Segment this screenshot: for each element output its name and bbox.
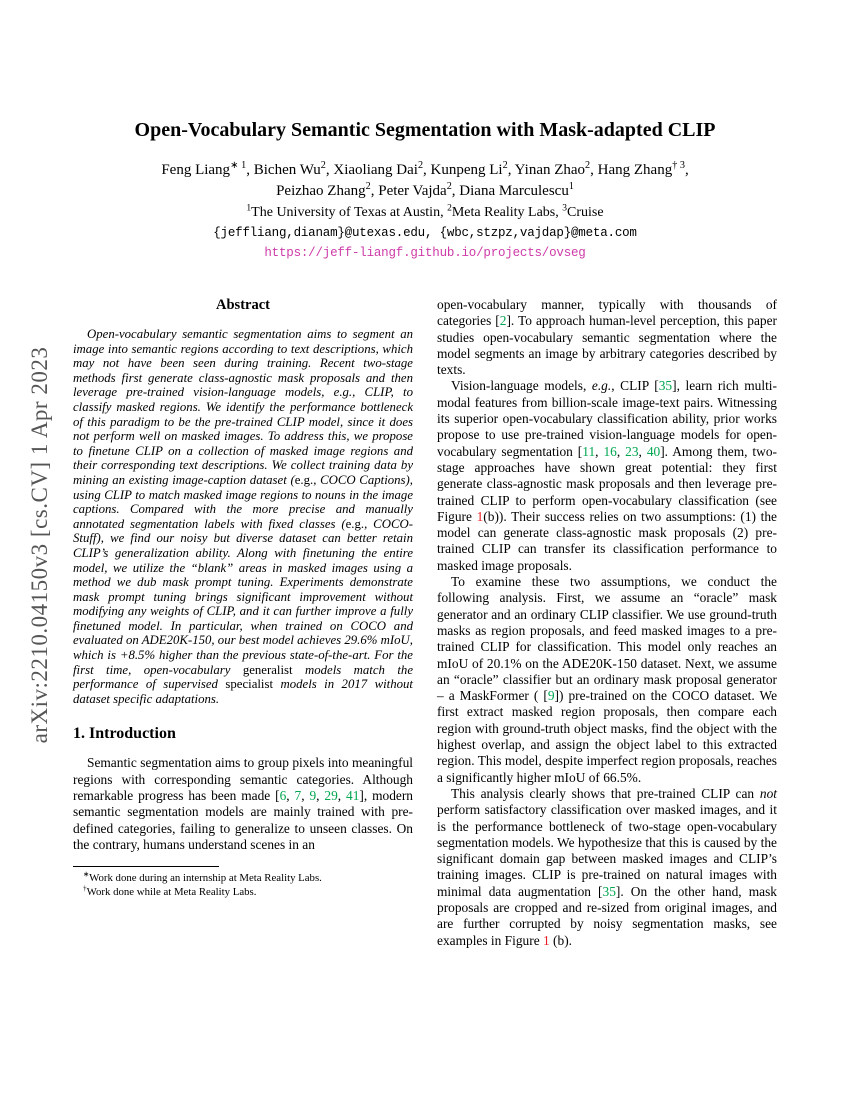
project-url-link[interactable]: https://jeff-liangf.github.io/projects/ovseg bbox=[264, 246, 586, 260]
intro-paragraph-1 bbox=[73, 755, 413, 853]
text-segment: , bbox=[595, 443, 604, 459]
text-segment: 2 bbox=[320, 160, 326, 171]
right-paragraph-1 bbox=[437, 297, 777, 378]
text-segment: This analysis clearly shows that pre-trained CLIP can bbox=[451, 785, 760, 801]
citation-link[interactable]: 9 bbox=[309, 788, 317, 804]
abstract-body bbox=[73, 327, 413, 706]
text-segment: specialist bbox=[225, 677, 274, 692]
text-segment: e.g. bbox=[345, 516, 365, 531]
text-segment: , bbox=[684, 162, 689, 178]
text-segment: Meta Reality Labs, bbox=[451, 205, 563, 220]
citation-link[interactable]: 35 bbox=[658, 378, 673, 394]
citation-link[interactable]: 9 bbox=[547, 688, 555, 704]
text-segment: , bbox=[286, 788, 295, 804]
text-segment: , bbox=[337, 788, 347, 804]
text-segment: , Hang Zhang bbox=[590, 162, 673, 178]
right-paragraph-3 bbox=[437, 574, 777, 786]
text-segment: Feng Liang bbox=[161, 162, 231, 178]
text-segment: 1 bbox=[246, 203, 252, 214]
text-segment: 2 bbox=[365, 181, 371, 192]
citation-link[interactable]: 40 bbox=[646, 443, 661, 459]
text-segment: , bbox=[616, 443, 626, 459]
text-segment: ]. On the other hand, mask proposals are cropped and re-sized from original images, and are further corrupted by noisy segmentation masks, see examples in Figure bbox=[437, 883, 777, 948]
abstract-heading: Abstract bbox=[216, 297, 270, 313]
citation-link[interactable]: 23 bbox=[625, 443, 639, 459]
footnote-rule bbox=[73, 866, 219, 867]
text-segment: (b). bbox=[549, 932, 573, 948]
text-segment: , Xiaoliang Dai bbox=[325, 162, 418, 178]
text-segment: Open-vocabulary semantic segmentation aims to segment an image into semantic regions according to text descriptions, which may not have been seen during training. Recent two-stage methods first generate class-agnostic mask proposals and then leverage pre-trained vision-language models, e.g., CLIP, to classify masked regions. We identify the performance bottleneck of this paradigm to be the pre-trained CLIP model, since it does not perform well on masked images. To address this, we propose to finetune CLIP on a collection of masked image regions and their corresponding text descriptions. We collect training data by mining an existing image-caption dataset ( bbox=[73, 327, 413, 487]
text-segment: , COCO Captions), using CLIP to match masked image regions to nouns in the image captions. Compared with the more precise and manually annotated segmentation labels with fixed classes ( bbox=[73, 472, 413, 531]
two-column-layout bbox=[73, 297, 777, 949]
right-paragraph-4 bbox=[437, 786, 777, 949]
text-segment: Peizhao Zhang bbox=[276, 183, 366, 199]
text-segment: To examine these two assumptions, we conduct the following analysis. First, we assume an “oracle” mask generator and an ordinary CLIP classifier. We use ground-truth masks as region proposals, and feed masked images to a pre-trained CLIP for classification. This model only reaches an mIoU of 20.1% on the ADE20K-150 dataset. Next, we assume an “oracle” classifier but an ordinary mask proposal generator – a MaskFormer ( [ bbox=[437, 574, 777, 704]
figure-ref-link[interactable]: 1 bbox=[476, 508, 484, 524]
text-segment: generalist bbox=[242, 662, 293, 677]
citation-link[interactable]: 6 bbox=[279, 788, 287, 804]
text-segment: † 3 bbox=[672, 160, 685, 171]
text-segment: models in 2017 without dataset specific adaptations. bbox=[73, 677, 413, 706]
text-segment: open-vocabulary manner, typically with thousands of categories [ bbox=[437, 297, 777, 329]
text-segment: , Diana Marculescu bbox=[451, 183, 569, 199]
citation-link[interactable]: 41 bbox=[346, 788, 360, 804]
text-segment: Cruise bbox=[567, 205, 604, 220]
citation-link[interactable]: 7 bbox=[294, 788, 302, 804]
text-segment: 2 bbox=[585, 160, 591, 171]
text-segment: ]. To approach human-level perception, this paper studies open-vocabulary semantic segmentation where the model segments an image by arbitrary categories described by texts. bbox=[437, 313, 777, 378]
authors-line-1 bbox=[73, 160, 777, 181]
citation-link[interactable]: 2 bbox=[499, 313, 507, 329]
text-segment: e.g. bbox=[294, 472, 314, 487]
footnote-internship bbox=[73, 869, 413, 886]
text-segment: , Bichen Wu bbox=[246, 162, 321, 178]
left-column bbox=[73, 297, 413, 899]
text-segment: , CLIP [ bbox=[611, 378, 659, 394]
citation-link[interactable]: 29 bbox=[324, 788, 338, 804]
text-segment: 2 bbox=[502, 160, 508, 171]
arxiv-watermark: arXiv:2210.04150v3 [cs.CV] 1 Apr 2023 bbox=[27, 346, 52, 744]
text-segment: , COCO-Stuff), we find our noisy but diverse dataset can better retain CLIP’s generalization ability. Along with finetuning the entire model, we utilize the “blank” areas in masked images using a method we dub mask prompt tuning. Experiments demonstrate mask prompt tuning brings significant improvement without modifying any weights of CLIP, and it can further improve a fully finetuned model. In particular, when trained on COCO and evaluated on ADE20K-150, our best model achieves 29.6% mIoU, which is +8.5% higher than the previous state-of-the-art. For the first time, open-vocabulary bbox=[73, 516, 413, 677]
text-segment: Semantic segmentation aims to group pixels into meaningful regions with corresponding semantic categories. Although remarkable progress has been made [ bbox=[73, 755, 413, 804]
text-segment: ]) pre-trained on the COCO dataset. We first extract masked region proposals, then compare each region with ground-truth object masks, find the object with the highest overlap, and assign the object label to this extracted region. This model, despite imperfect region proposals, reaches a significantly higher mIoU of 66.5%. bbox=[437, 688, 778, 785]
text-segment: ]. Among them, two-stage approaches have shown great potential: they first generate class-agnostic mask proposals and then leverage pre-trained CLIP to perform open-vocabulary classification (see Figure bbox=[437, 443, 777, 524]
text-segment: perform satisfactory classification over masked images, and it is the performance bottleneck of two-stage open-vocabulary segmentation models. We hypothesize that this is caused by the significant domain gap between masked images and CLIP’s training images. CLIP is pre-trained on natural images with minimal data augmentation [ bbox=[437, 802, 777, 899]
text-segment: , bbox=[638, 443, 647, 459]
text-segment: , Yinan Zhao bbox=[507, 162, 586, 178]
citation-link[interactable]: 35 bbox=[602, 883, 616, 899]
footnote-while-at bbox=[73, 883, 413, 900]
text-segment: , bbox=[316, 788, 325, 804]
text-segment: 2 bbox=[447, 203, 452, 214]
section-heading-introduction: 1. Introduction bbox=[73, 725, 176, 743]
text-segment: models match the performance of supervised bbox=[73, 662, 413, 692]
text-segment: The University of Texas at Austin, bbox=[251, 205, 448, 220]
citation-link[interactable]: 11 bbox=[582, 443, 596, 459]
text-segment: , Kunpeng Li bbox=[423, 162, 503, 178]
citation-link[interactable]: 16 bbox=[603, 443, 617, 459]
text-segment: ], modern semantic segmentation models are mainly trained with pre-defined categories, failing to generalize to unseen classes. On the contrary, humans understand scenes in an bbox=[73, 788, 413, 852]
figure-ref-link[interactable]: 1 bbox=[543, 932, 550, 948]
paper-content bbox=[73, 0, 777, 949]
right-column bbox=[437, 297, 777, 949]
text-segment: 2 bbox=[417, 160, 424, 171]
text-segment: e.g. bbox=[591, 378, 612, 394]
text-segment: Vision-language models, bbox=[451, 378, 592, 394]
text-segment: , bbox=[301, 788, 310, 804]
affiliations-line bbox=[73, 202, 777, 223]
text-segment: Work done while at Meta Reality Labs. bbox=[86, 885, 257, 898]
text-segment: 1 bbox=[568, 181, 574, 192]
text-segment: ∗ 1 bbox=[230, 160, 247, 171]
author-emails: {jeffliang,dianam}@utexas.edu, {wbc,stzpz,vajdap}@meta.com bbox=[213, 226, 637, 240]
text-segment: (b)). Their success relies on two assumptions: (1) the model can generate class-agnostic mask proposals (2) pre-trained CLIP can transfer its classification performance to masked image proposals. bbox=[437, 508, 778, 573]
paper-title: Open-Vocabulary Semantic Segmentation with Mask-adapted CLIP bbox=[134, 119, 716, 141]
text-segment: , Peter Vajda bbox=[370, 183, 447, 199]
author-block bbox=[73, 160, 777, 263]
right-paragraph-2 bbox=[437, 378, 777, 574]
text-segment: 2 bbox=[446, 181, 452, 192]
text-segment: ], learn rich multi-modal features from billion-scale image-text pairs. Witnessing its superior open-vocabulary classification ability, prior works propose to use pre-trained vision-language models for open-vocabulary segmentation [ bbox=[437, 378, 777, 459]
text-segment: 3 bbox=[562, 203, 568, 214]
authors-line-2 bbox=[73, 181, 777, 202]
text-segment: not bbox=[759, 785, 777, 801]
text-segment: ∗ bbox=[83, 869, 90, 879]
text-segment: † bbox=[83, 883, 87, 893]
text-segment: Work done during an internship at Meta Reality Labs. bbox=[89, 872, 322, 885]
